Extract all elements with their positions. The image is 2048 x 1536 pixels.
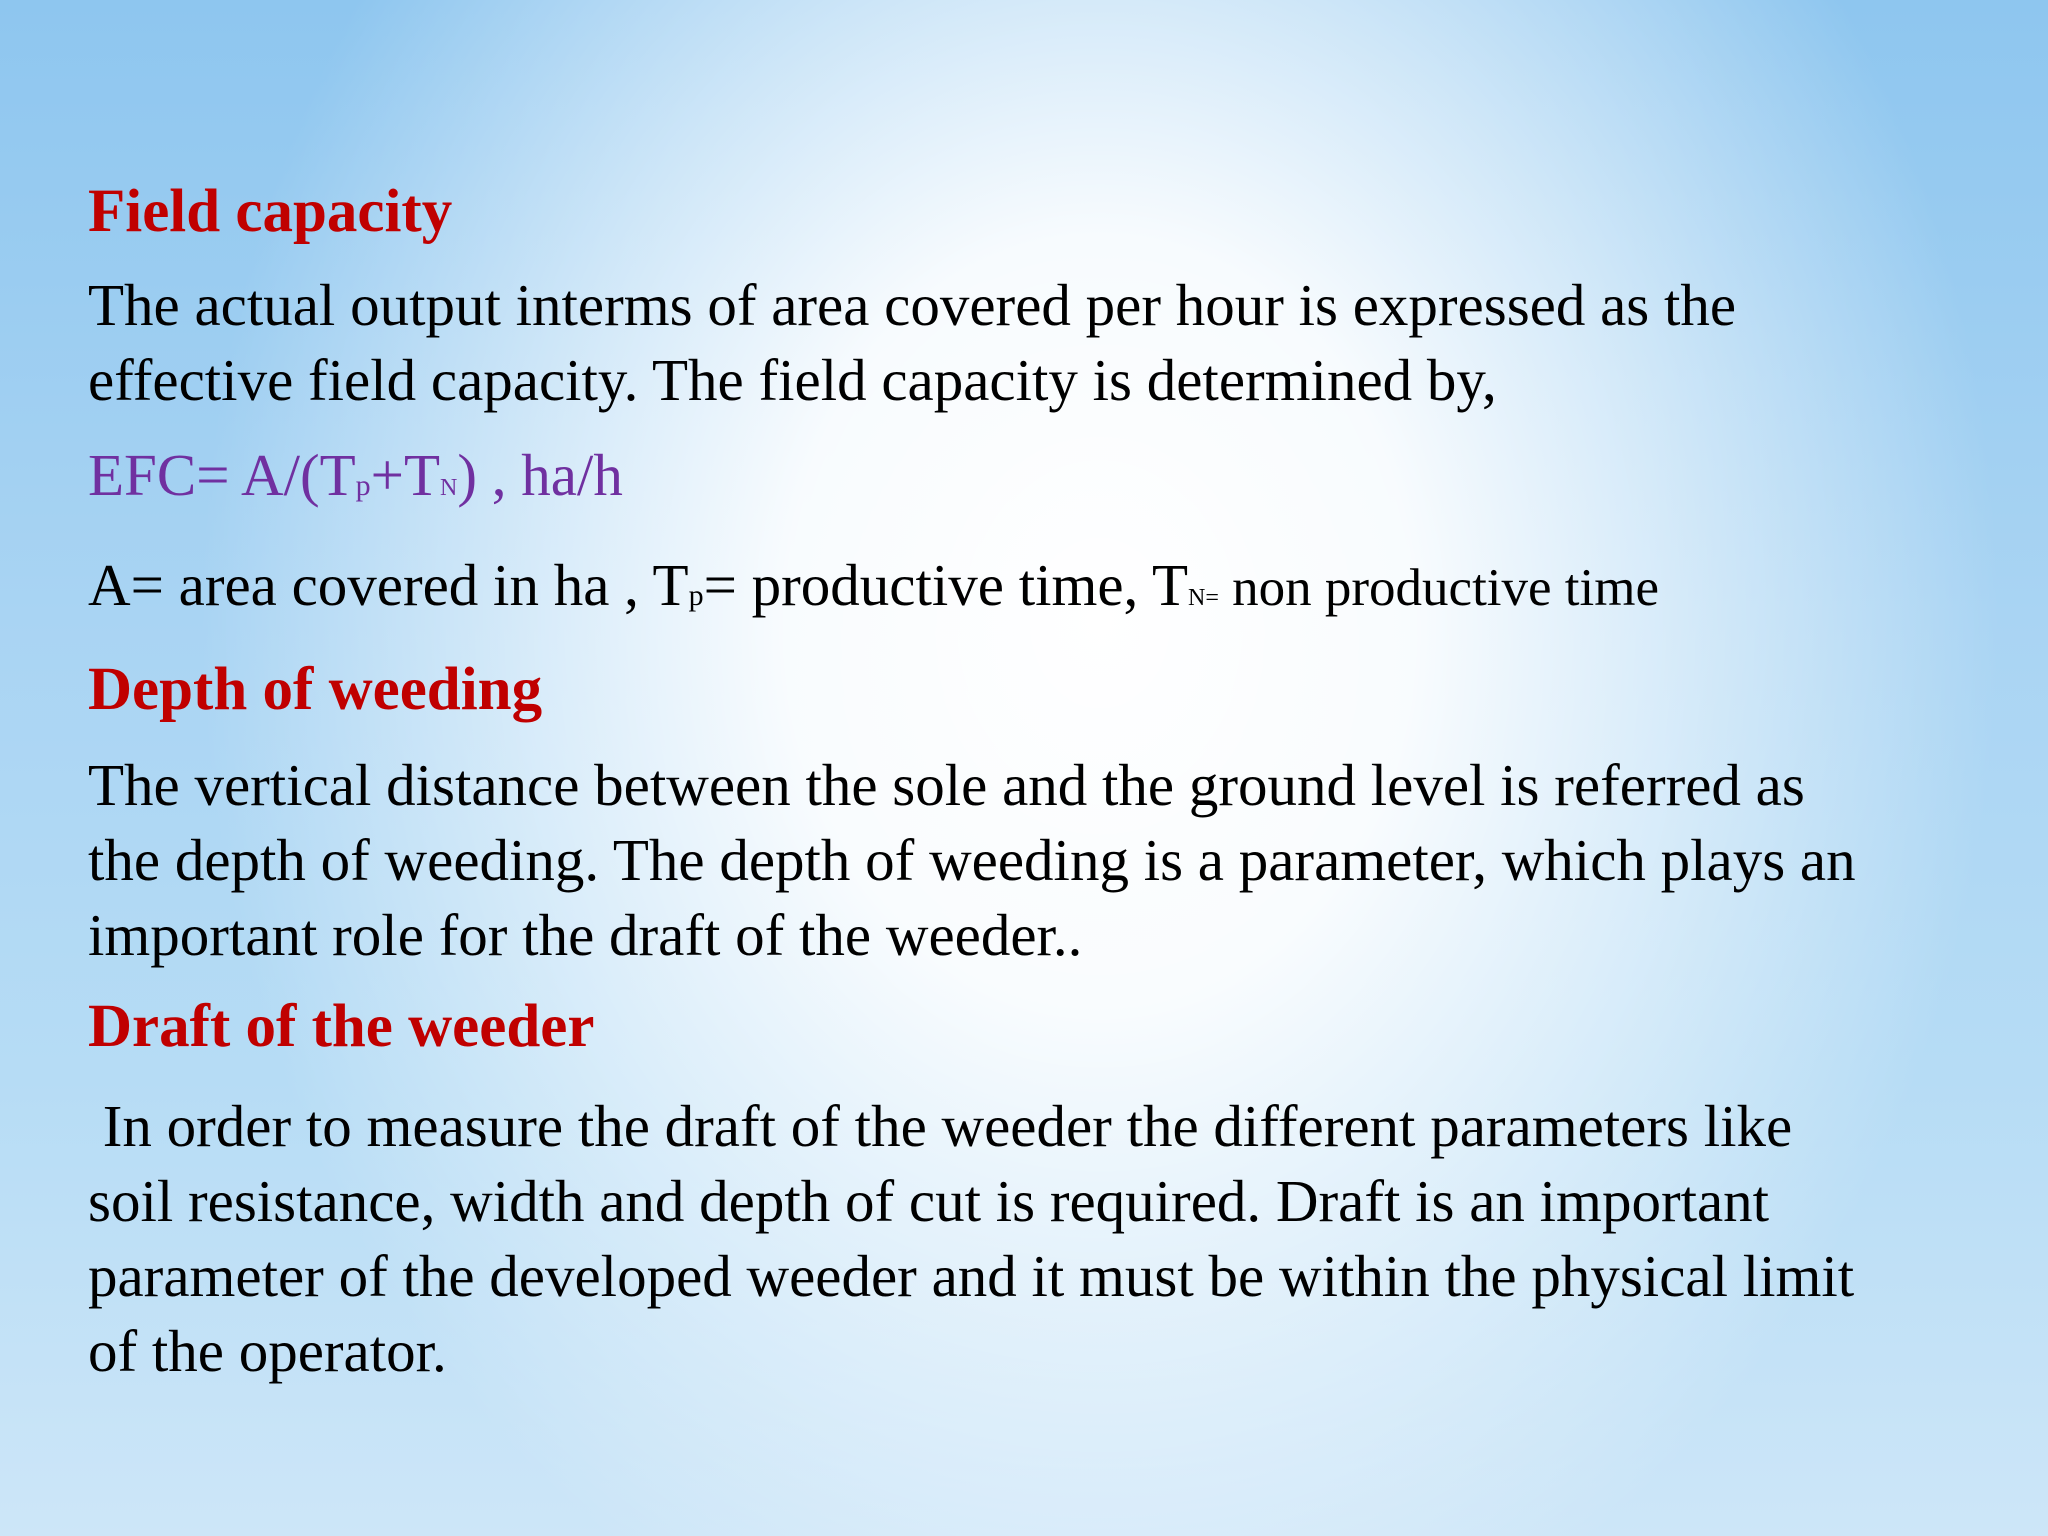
- definition-part: A= area covered in ha , T: [88, 552, 689, 618]
- paragraph-depth-of-weeding: [88, 748, 1988, 973]
- paragraph-draft-of-weeder: [88, 1089, 1988, 1389]
- heading-draft-of-weeder: Draft of the weeder: [88, 993, 595, 1060]
- formula-suffix: ) , ha/h: [457, 442, 623, 508]
- definition-subscript-p: p: [688, 579, 704, 612]
- text-line: The actual output interms of area covered per hour is expressed as the: [88, 272, 1737, 338]
- efc-formula: [88, 438, 1988, 526]
- text-line: parameter of the developed weeder and it must be within the physical limit: [88, 1243, 1855, 1309]
- definition-part: non productive time: [1218, 559, 1660, 617]
- text-line: In order to measure the draft of the weeder the different parameters like: [88, 1093, 1793, 1159]
- definition-subscript-n: N=: [1188, 585, 1219, 611]
- slide-content: [88, 176, 1988, 1389]
- heading-depth-of-weeding: Depth of weeding: [88, 656, 543, 723]
- formula-subscript-n: N: [440, 475, 458, 501]
- paragraph-field-capacity: [88, 268, 1988, 418]
- text-line: The vertical distance between the sole and the ground level is referred as: [88, 752, 1805, 818]
- formula-plus-t: +T: [370, 442, 440, 508]
- definition-part: = productive time, T: [703, 552, 1189, 618]
- formula-definitions: [88, 548, 1988, 636]
- text-line: effective field capacity. The field capacity is determined by,: [88, 347, 1497, 413]
- text-line: the depth of weeding. The depth of weeding is a parameter, which plays an: [88, 827, 1856, 893]
- text-line: soil resistance, width and depth of cut is required. Draft is an important: [88, 1168, 1770, 1234]
- formula-subscript-p: p: [355, 469, 371, 502]
- formula-prefix: EFC= A/(T: [88, 442, 356, 508]
- text-line: important role for the draft of the weeder..: [88, 902, 1083, 968]
- text-line: of the operator.: [88, 1318, 447, 1384]
- heading-field-capacity: Field capacity: [88, 178, 453, 245]
